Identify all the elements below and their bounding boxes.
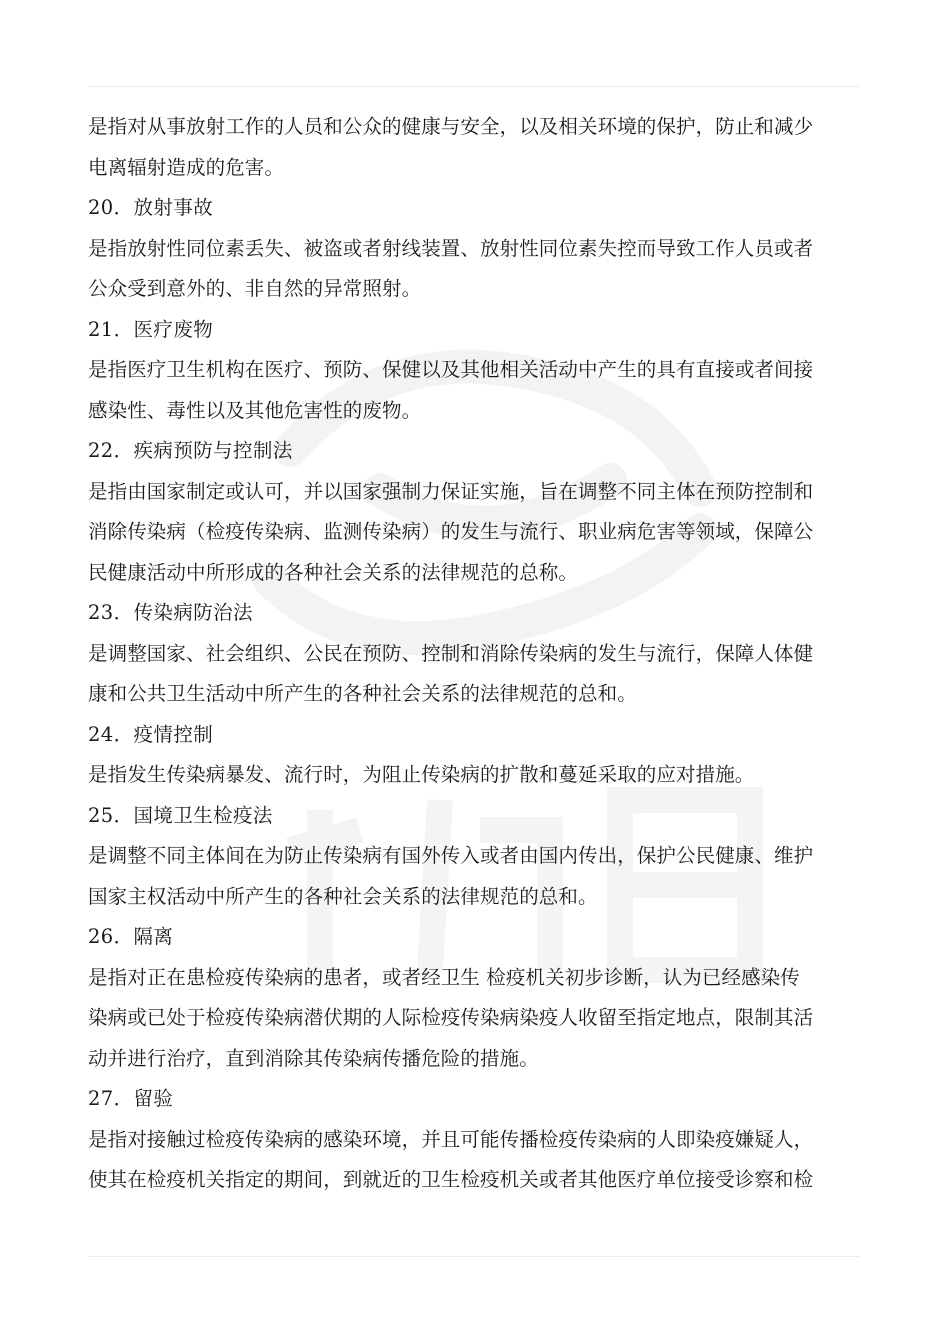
body-paragraph [88, 229, 860, 310]
body-paragraph [88, 634, 860, 715]
paragraph-line: 国家主权活动中所产生的各种社会关系的法律规范的总和。 [88, 884, 598, 908]
paragraph-line: 是指对接触过检疫传染病的感染环境，并且可能传播检疫传染病的人即染疫嫌疑人， [88, 1127, 814, 1151]
paragraph-line: 是指发生传染病暴发、流行时，为阻止传染病的扩散和蔓延采取的应对措施。 [88, 763, 755, 786]
body-paragraph [88, 836, 860, 917]
body-paragraph [88, 958, 860, 1080]
section-heading [88, 917, 860, 958]
page-footer-rule [88, 1256, 860, 1257]
body-paragraph [88, 755, 860, 796]
heading-text: 21．医疗废物 [88, 317, 214, 341]
section-heading [88, 796, 860, 837]
paragraph-line: 感染性、毒性以及其他危害性的废物。 [88, 398, 422, 422]
paragraph-line: 是调整国家、社会组织、公民在预防、控制和消除传染病的发生与流行，保障人体健 [88, 641, 814, 665]
paragraph-line: 是指对从事放射工作的人员和公众的健康与安全，以及相关环境的保护，防止和减少 [88, 115, 814, 138]
heading-text: 27．留验 [88, 1087, 174, 1110]
heading-text: 24．疫情控制 [88, 722, 214, 746]
section-heading [88, 593, 860, 634]
body-paragraph [88, 350, 860, 431]
page-header-rule [88, 86, 860, 87]
paragraph-line: 是调整不同主体间在为防止传染病有国外传入或者由国内传出，保护公民健康、维护 [88, 844, 814, 867]
document-body [88, 107, 860, 1201]
body-paragraph [88, 1120, 860, 1201]
paragraph-line: 是指对正在患检疫传染病的患者，或者经卫生 检疫机关初步诊断，认为已经感染传 [88, 965, 800, 989]
paragraph-line: 动并进行治疗，直到消除其传染病传播危险的措施。 [88, 1046, 539, 1070]
paragraph-line: 使其在检疫机关指定的期间，到就近的卫生检疫机关或者其他医疗单位接受诊察和检 [88, 1168, 814, 1191]
paragraph-line: 是指医疗卫生机构在医疗、预防、保健以及其他相关活动中产生的具有直接或者间接 [88, 358, 814, 381]
section-heading [88, 715, 860, 756]
paragraph-line: 消除传染病（检疫传染病、监测传染病）的发生与流行、职业病危害等领域，保障公 [88, 520, 814, 543]
paragraph-line: 是指由国家制定或认可，并以国家强制力保证实施，旨在调整不同主体在预防控制和 [88, 479, 814, 503]
paragraph-line: 康和公共卫生活动中所产生的各种社会关系的法律规范的总和。 [88, 682, 637, 705]
heading-text: 25．国境卫生检疫法 [88, 803, 273, 827]
heading-text: 26．隔离 [88, 925, 174, 948]
paragraph-line: 染病或已处于检疫传染病潜伏期的人际检疫传染病染疫人收留至指定地点，限制其活 [88, 1006, 814, 1029]
section-heading [88, 1079, 860, 1120]
paragraph-line: 电离辐射造成的危害。 [88, 155, 285, 179]
section-heading [88, 431, 860, 472]
section-heading [88, 188, 860, 229]
body-paragraph [88, 107, 860, 188]
heading-text: 20．放射事故 [88, 196, 214, 219]
paragraph-line: 民健康活动中所形成的各种社会关系的法律规范的总称。 [88, 560, 579, 584]
heading-text: 23．传染病防治法 [88, 601, 253, 624]
paragraph-line: 是指放射性同位素丢失、被盗或者射线装置、放射性同位素失控而导致工作人员或者 [88, 236, 814, 260]
paragraph-line: 公众受到意外的、非自然的异常照射。 [88, 277, 422, 300]
body-paragraph [88, 472, 860, 594]
heading-text: 22．疾病预防与控制法 [88, 439, 293, 462]
section-heading [88, 310, 860, 351]
